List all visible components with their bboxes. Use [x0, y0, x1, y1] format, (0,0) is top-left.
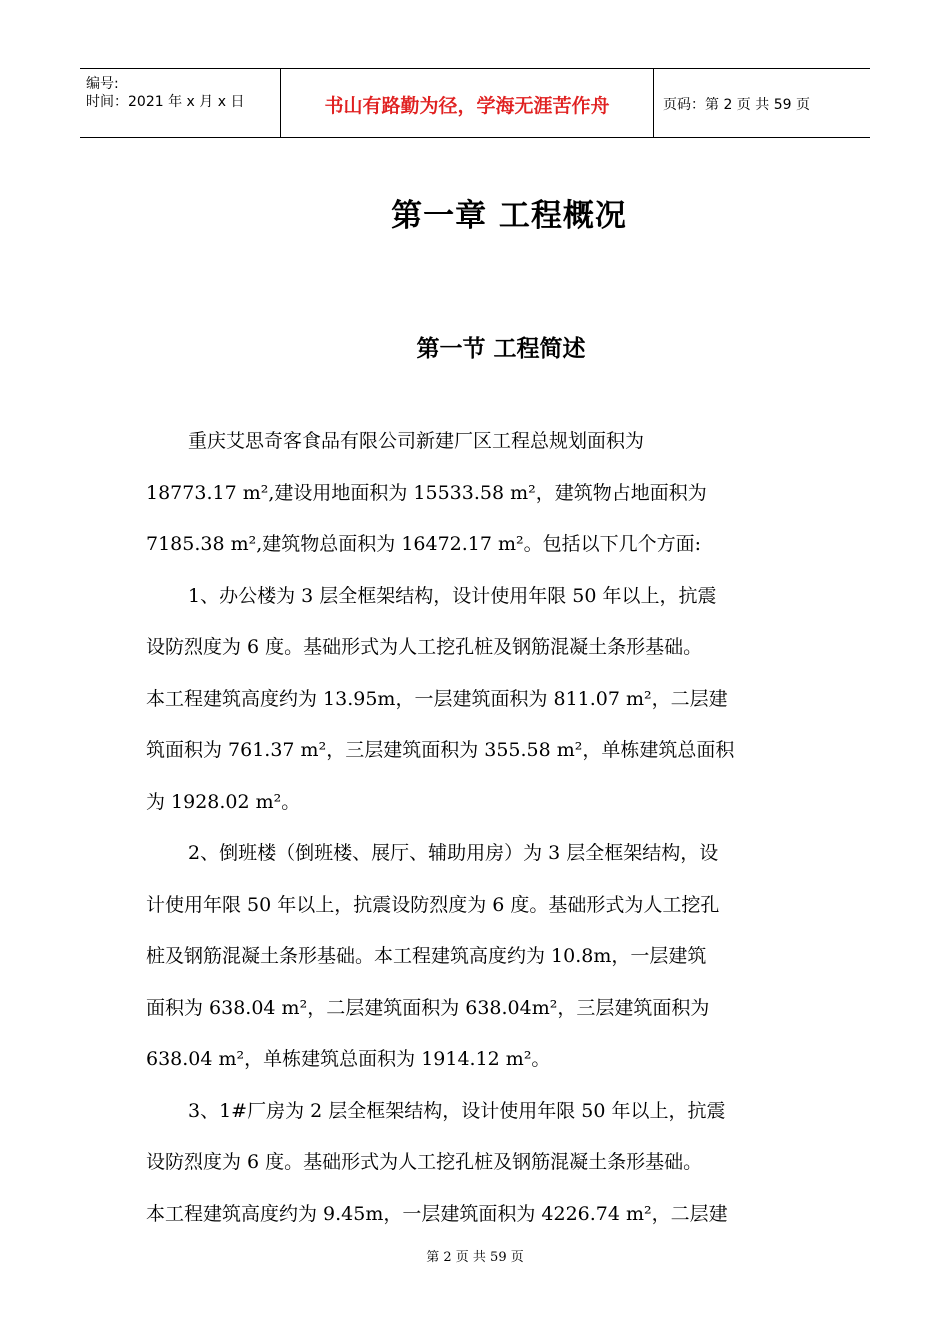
text-line: 重庆艾思奇客食品有限公司新建厂区工程总规划面积为 [188, 430, 645, 452]
header-page-cell [653, 69, 870, 137]
text-line: 2、倒班楼（倒班楼、展厅、辅助用房）为 3 层全框架结构，设 [188, 842, 719, 864]
number-label: 编号: [86, 76, 119, 92]
text-line: 为 1928.02 m²。 [146, 790, 301, 813]
time-label: 时间：2021 年 x 月 x 日 [86, 94, 245, 110]
paragraph [146, 1086, 796, 1241]
section-title: 第一节 工程简述 [416, 336, 586, 362]
text-line: 638.04 m²，单栋建筑总面积为 1914.12 m²。 [146, 1048, 551, 1070]
page-info: 页码：第 2 页 共 59 页 [663, 97, 810, 113]
text-line: 3、1#厂房为 2 层全框架结构，设计使用年限 50 年以上，抗震 [188, 1099, 726, 1122]
page-footer: 第 2 页 共 59 页 [426, 1250, 524, 1265]
text-line: 筑面积为 761.37 m²，三层建筑面积为 355.58 m²，单栋建筑总面积 [146, 739, 735, 761]
header-info-cell [80, 69, 280, 137]
text-line: 本工程建筑高度约为 9.45m，一层建筑面积为 4226.74 m²，二层建 [146, 1202, 728, 1225]
header-motto-cell [280, 69, 654, 137]
text-line: 7185.38 m²,建筑物总面积为 16472.17 m²。包括以下几个方面: [146, 533, 702, 555]
motto: 书山有路勤为径，学海无涯苦作舟 [324, 95, 610, 117]
text-line: 计使用年限 50 年以上，抗震设防烈度为 6 度。基础形式为人工挖孔 [146, 893, 720, 916]
text-line: 面积为 638.04 m²，二层建筑面积为 638.04m²，三层建筑面积为 [146, 996, 710, 1019]
text-line: 1、办公楼为 3 层全框架结构，设计使用年限 50 年以上，抗震 [188, 584, 717, 607]
paragraph [146, 571, 796, 829]
body-text [146, 416, 796, 1240]
page-header [80, 68, 870, 138]
text-line: 设防烈度为 6 度。基础形式为人工挖孔桩及钢筋混凝土条形基础。 [146, 1151, 703, 1173]
chapter-title: 第一章 工程概况 [391, 198, 627, 234]
paragraph [146, 828, 796, 1086]
text-line: 18773.17 m²,建设用地面积为 15533.58 m²，建筑物占地面积为 [146, 481, 707, 504]
text-line: 桩及钢筋混凝土条形基础。本工程建筑高度约为 10.8m，一层建筑 [146, 945, 707, 967]
text-line: 本工程建筑高度约为 13.95m，一层建筑面积为 811.07 m²，二层建 [146, 687, 728, 710]
text-line: 设防烈度为 6 度。基础形式为人工挖孔桩及钢筋混凝土条形基础。 [146, 636, 703, 658]
paragraph [146, 416, 796, 571]
